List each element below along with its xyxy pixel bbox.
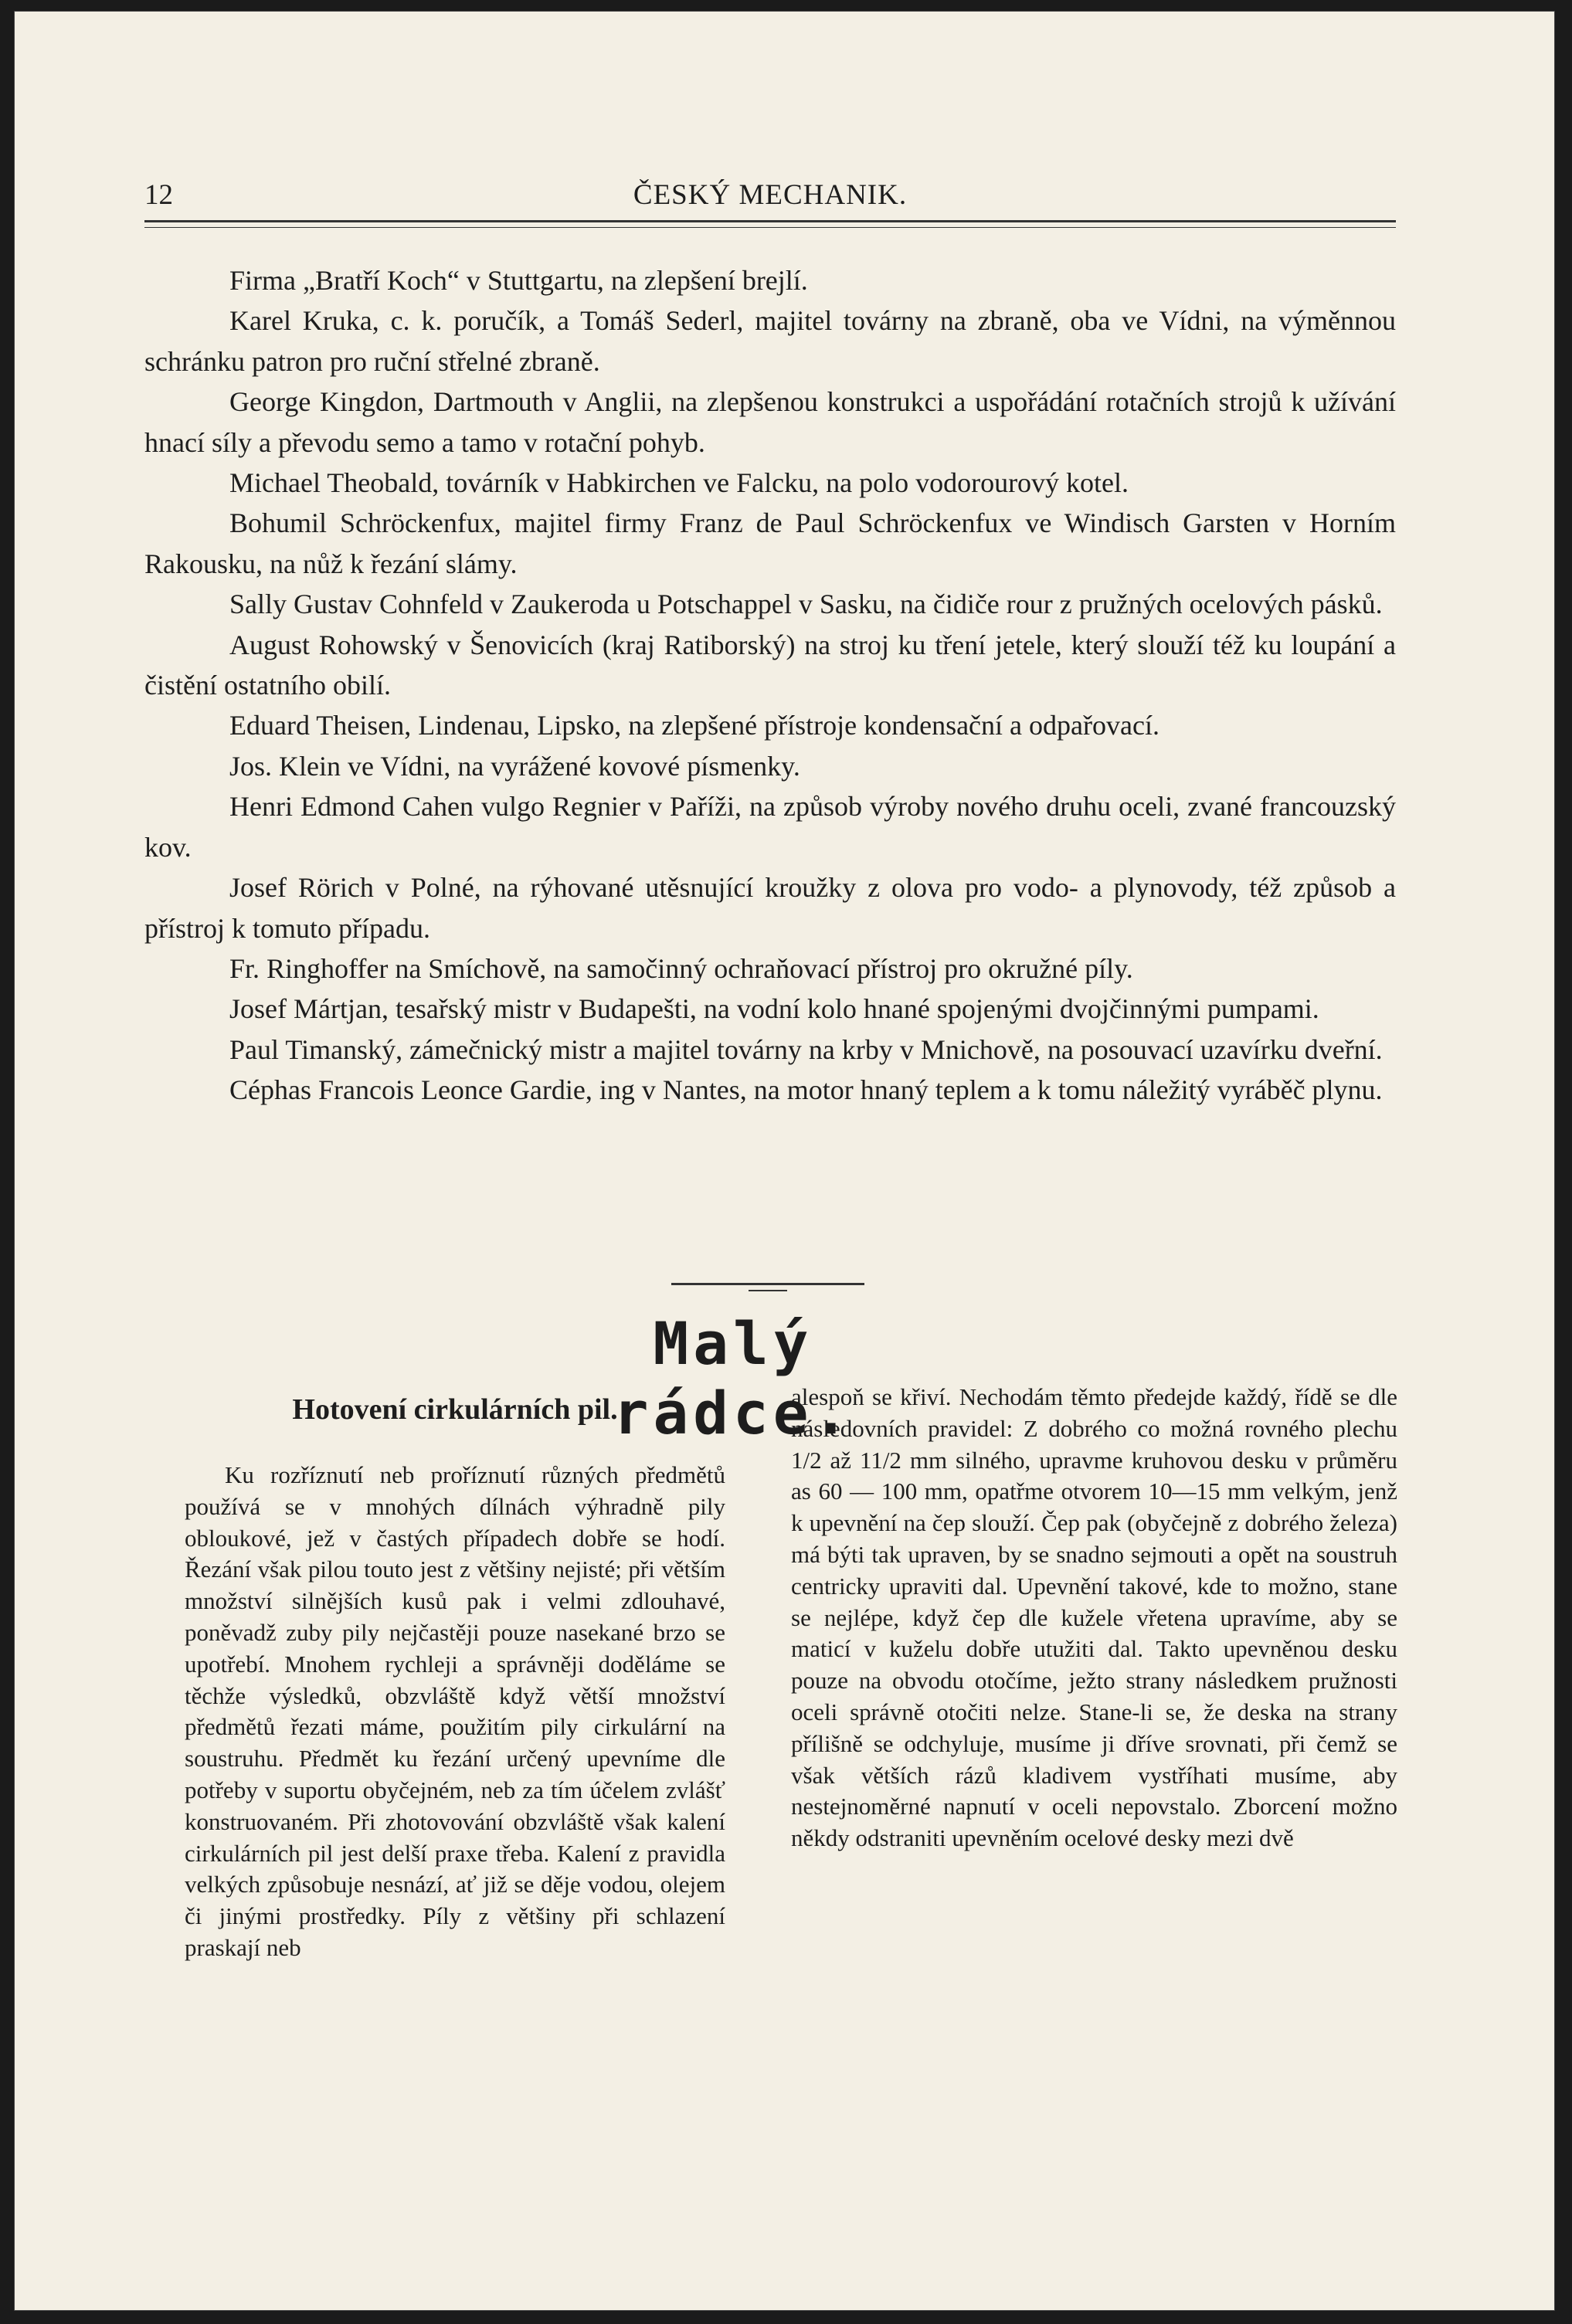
patent-entry: Eduard Theisen, Lindenau, Lipsko, na zlepšené přístroje kondensační a odpařovací. xyxy=(229,710,1159,741)
article-text-left: Ku rozříznutí neb proříznutí různých předmětů používá se v mnohých dílnách výhradně pily obloukové, jež v častých případech dobře se hodí. Řezání však pilou touto jest z většiny nejisté; při větším množství silnějších kusů pak i velmi zdlouhavé, poněvadž zuby pily nejčastěji pouze nasekané brzo se upotřebí. Mnohem rychleji a správněji doděláme se těchže výsledků, obzvláště když větší množství předmětů řezati máme, použitím pily cirkulární na soustruhu. Předmět ku řezání určený upevníme dle potřeby v suportu obyčejném, neb za tím účelem zvlášť konstruovaném. Při zhotovování obzvláště však kalení cirkulárních pil jest delší praxe třeba. Kalení z pravidla velkých způsobuje nesnází, ať již se děje vodou, olejem či jinými prostředky. Píly z většiny při schlazení praskají neb xyxy=(185,1461,725,1961)
patent-entry: Firma „Bratří Koch“ v Stuttgartu, na zlepšení brejlí. xyxy=(229,265,808,296)
section-title: Malý rádce. xyxy=(613,1309,854,1447)
patent-entry: Karel Kruka, c. k. poručík, a Tomáš Sederl, majitel továrny na zbraně, oba ve Vídni, na výměnnou schránku patron pro ruční střelné zbraně. xyxy=(144,305,1396,377)
patent-entry: Paul Timanský, zámečnický mistr a majitel továrny na krby v Mnichově, na posouvací uzavírku dveřní. xyxy=(229,1033,1383,1065)
patent-entry: Jos. Klein ve Vídni, na vyrážené kovové písmenky. xyxy=(229,750,800,782)
article-right-column xyxy=(791,1382,1397,1854)
running-title: ČESKÝ MECHANIK. xyxy=(633,179,908,211)
patent-entry: Henri Edmond Cahen vulgo Regnier v Paříži, na způsob výroby nového druhu oceli, zvané francouzský kov. xyxy=(144,791,1396,863)
page-number: 12 xyxy=(144,179,173,211)
patent-entry: Josef Mártjan, tesařský mistr v Budapešti, na vodní kolo hnané spojenými dvojčinnými pumpami. xyxy=(229,993,1319,1025)
patent-entry: August Rohowský v Šenovicích (kraj Ratiborský) na stroj ku tření jetele, který slouží též ku loupání a čistění ostatního obilí. xyxy=(144,629,1396,701)
patent-entry: Josef Rörich v Polné, na rýhované utěsnující kroužky z olova pro vodo- a plynovody, též způsob a přístroj k tomuto případu. xyxy=(144,872,1396,944)
patent-entry: Fr. Ringhoffer na Smíchově, na samočinný ochraňovací přístroj pro okružné píly. xyxy=(229,952,1133,984)
patent-entry: Bohumil Schröckenfux, majitel firmy Franz de Paul Schröckenfux ve Windisch Garsten v Horním Rakousku, na nůž k řezání slámy. xyxy=(144,507,1396,579)
patent-entry: Céphas Francois Leonce Gardie, ing v Nantes, na motor hnaný teplem a k tomu náležitý vyráběč plynu. xyxy=(229,1074,1383,1106)
article-left-column xyxy=(185,1390,725,1964)
patent-entry: Michael Theobald, továrník v Habkirchen ve Falcku, na polo vodorourový kotel. xyxy=(229,467,1129,499)
patent-list xyxy=(144,260,1396,1111)
article-text-right: alespoň se křiví. Nechodám těmto předejde každý, řídě se dle následovních pravidel: Z dobrého co možná rovného plechu 1/2 až 11/2 mm silného, upravme kruhovou desku v průměru as 60 — 100 mm, opatřme otvorem 10—15 mm velkým, jenž k upevnění na čep slouží. Čep pak (obyčejně z dobrého železa) má býti tak upraven, by se snadno sejmouti a opět na soustruh centricky upraviti dal. Upevnění takové, kde to možno, stane se nejlépe, když čep dle kužele vřetena upravíme, aby se maticí v kuželu dobře utužiti dal. Takto upevněnou desku pouze na obvodu otočíme, ježto strany následkem pružnosti oceli správně otočiti nelze. Stane-li se, že deska na strany přílišně se odchyluje, musíme ji dříve srovnati, při čemž se však větších rázů kladivem vystříhati musíme, aby nestejnoměrné napnutí v oceli nepovstalo. Zborcení možno někdy odstraniti upevněním ocelové desky mezi dvě xyxy=(791,1383,1397,1852)
page xyxy=(14,11,1555,2311)
article-title: Hotovení cirkulárních pil. xyxy=(292,1393,618,1426)
page-header xyxy=(144,175,1396,214)
patent-entry: Sally Gustav Cohnfeld v Zaukeroda u Potschappel v Sasku, na čidiče rour z pružných ocelových pásků. xyxy=(229,589,1383,620)
patent-entry: George Kingdon, Dartmouth v Anglii, na zlepšenou konstrukci a uspořádání rotačních strojů k užívání hnací síly a převodu semo a tamo v rotační pohyb. xyxy=(144,386,1396,458)
section-separator xyxy=(671,1283,864,1291)
header-rule xyxy=(144,220,1396,228)
